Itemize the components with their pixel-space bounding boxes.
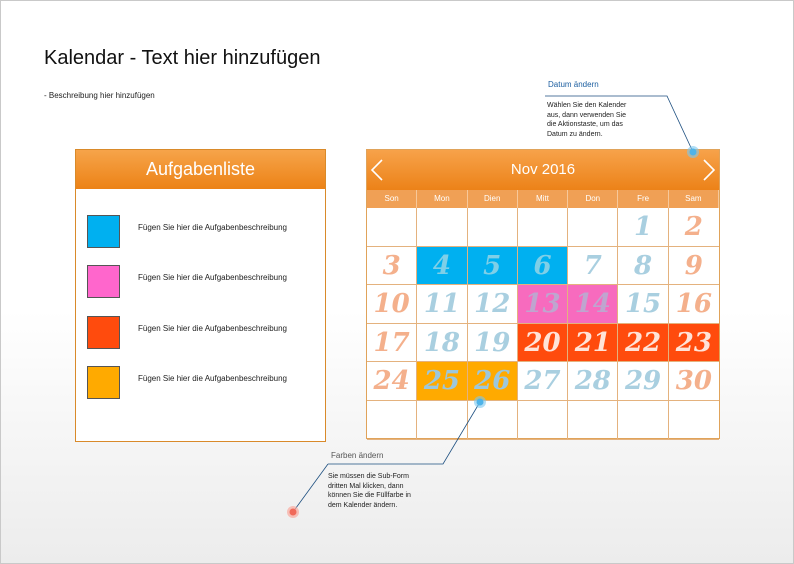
calendar-day-number: 5: [483, 250, 502, 281]
calendar-day-number: 29: [624, 366, 662, 397]
page-title[interactable]: Kalendar - Text hier hinzufügen: [44, 47, 321, 69]
weekday-header: Sam: [669, 190, 719, 208]
calendar-day-number: 15: [624, 289, 662, 320]
colors-callout-title[interactable]: Farben ändern: [331, 451, 384, 460]
weekday-header: Fre: [618, 190, 668, 208]
calendar-day-number: 26: [474, 366, 511, 397]
calendar-day-number: 27: [524, 366, 561, 397]
calendar-month-label: Nov 2016: [510, 161, 576, 178]
date-callout-title[interactable]: Datum ändern: [548, 80, 599, 89]
task-description[interactable]: Fügen Sie hier die Aufgabenbeschreibung: [138, 273, 287, 282]
calendar-day-number: 16: [675, 289, 712, 320]
task-description[interactable]: Fügen Sie hier die Aufgabenbeschreibung: [138, 374, 287, 383]
calendar-day-number: 2: [684, 212, 703, 242]
calendar-day-number: 19: [474, 327, 511, 358]
task-list-title: Aufgabenliste: [76, 150, 325, 189]
calendar-day-number: 12: [474, 289, 511, 320]
calendar-day-number: 10: [373, 289, 410, 320]
calendar-day-number: 28: [574, 366, 611, 397]
calendar-day-number: 18: [423, 327, 461, 358]
calendar-day-number: 8: [634, 250, 653, 281]
calendar-day-number: 30: [675, 366, 712, 397]
calendar-day-number: 1: [634, 212, 653, 242]
calendar-day-number: 7: [583, 250, 602, 281]
calendar-day-number: 24: [373, 366, 410, 397]
task-description[interactable]: Fügen Sie hier die Aufgabenbeschreibung: [138, 223, 287, 232]
calendar-day-number: 6: [533, 250, 552, 281]
calendar-day-number: 9: [684, 250, 703, 281]
weekday-header: Son: [367, 190, 417, 208]
calendar-day-number: 3: [382, 250, 401, 281]
calendar-day-number: 14: [574, 289, 611, 320]
calendar-day-number: 17: [373, 327, 410, 358]
date-callout-text[interactable]: Wählen Sie den Kalender aus, dann verwenden Sie die Aktionstaste, um das Datum zu ändern.: [547, 102, 627, 138]
calendar-day-number: 21: [574, 327, 611, 358]
calendar-day-number: 23: [675, 327, 712, 358]
calendar-day-number: 4: [432, 250, 451, 281]
page-subtitle[interactable]: - Beschreibung hier hinzufügen: [44, 91, 155, 100]
calendar-day-number: 20: [524, 327, 561, 358]
task-description[interactable]: Fügen Sie hier die Aufgabenbeschreibung: [138, 324, 287, 333]
calendar-day-number: 11: [423, 289, 461, 320]
calendar-day-number: 22: [624, 327, 662, 358]
colors-callout-text[interactable]: Sie müssen die Sub-Form dritten Mal klicken, dann können Sie die Füllfarbe in dem Kalender ändern.: [328, 473, 411, 509]
calendar-day-number: 13: [524, 289, 561, 320]
weekday-header: Don: [568, 190, 618, 208]
weekday-header: Dien: [468, 190, 518, 208]
calendar-day-number: 25: [423, 366, 461, 397]
weekday-header: Mitt: [518, 190, 568, 208]
weekday-header: Mon: [417, 190, 467, 208]
